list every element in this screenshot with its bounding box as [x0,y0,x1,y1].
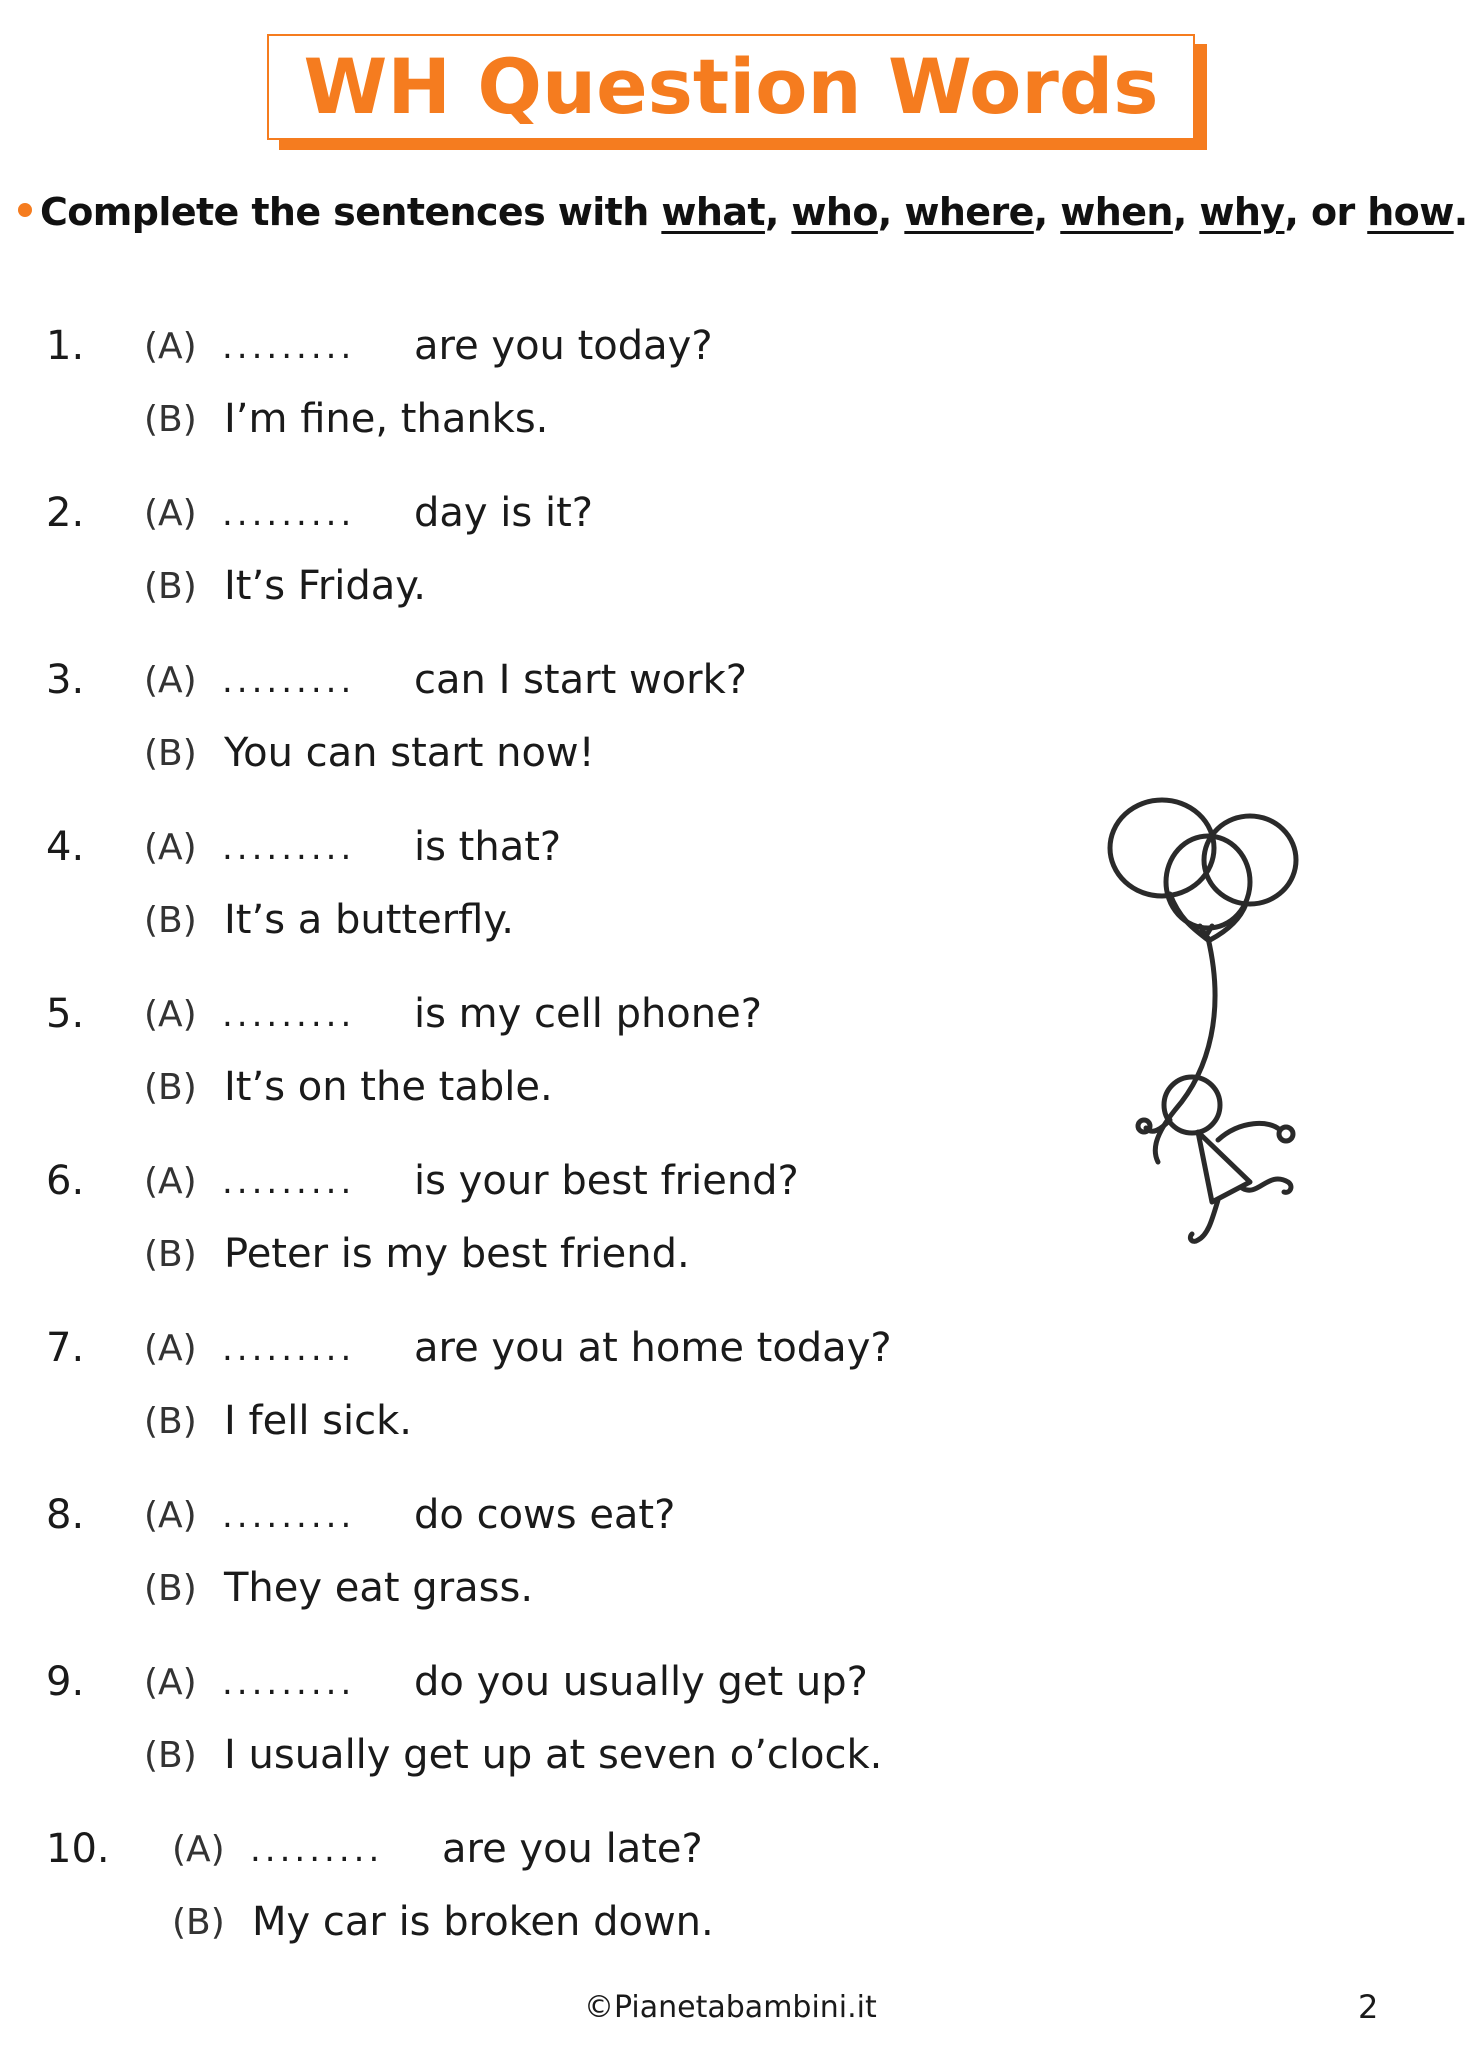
question-4-a [46,824,1246,875]
question-1-b [46,396,1246,447]
answer-text: It’s Friday. [224,563,426,609]
answer-blank[interactable]: ......... [222,1663,356,1703]
word-where: where [904,190,1034,234]
question-5-a [46,991,1246,1042]
question-10-a [46,1826,1246,1877]
question-text: day is it? [414,490,593,536]
answer-text: You can start now! [224,730,595,776]
question-6-b [46,1231,1246,1282]
answer-blank[interactable]: ......... [222,494,356,534]
instruction: Complete the sentences with what , who , where , when , why , or how . [18,190,1468,234]
site-name: Pianetabambini.it [614,1990,877,2025]
question-text: is that? [414,824,562,870]
question-7-b [46,1398,1246,1449]
question-2-a [46,490,1246,541]
footer-copyright [584,1990,877,2025]
title-banner [267,34,1195,140]
label-a: (A) [144,827,197,868]
answer-blank[interactable]: ......... [222,995,356,1035]
word-what: what [661,190,765,234]
answer-blank[interactable]: ......... [222,1329,356,1369]
question-8-b [46,1565,1246,1616]
question-3-a [46,657,1246,708]
answer-text: It’s on the table. [224,1064,553,1110]
question-number: 4. [46,824,85,870]
label-b: (B) [172,1902,225,1943]
answer-text: They eat grass. [224,1565,534,1611]
label-a: (A) [144,493,197,534]
question-text: do you usually get up? [414,1659,868,1705]
page-number: 2 [1358,1988,1379,2026]
label-b: (B) [144,1401,197,1442]
label-a: (A) [144,1662,197,1703]
question-9-b [46,1732,1246,1783]
label-b: (B) [144,1067,197,1108]
title-box [267,34,1195,140]
label-a: (A) [144,1328,197,1369]
question-number: 9. [46,1659,85,1705]
label-a: (A) [172,1829,225,1870]
answer-blank[interactable]: ......... [250,1830,384,1870]
answer-text: It’s a butterfly. [224,897,515,943]
question-9-a [46,1659,1246,1710]
question-text: do cows eat? [414,1492,676,1538]
label-a: (A) [144,1495,197,1536]
bullet-icon [18,203,32,217]
question-5-b [46,1064,1246,1115]
answer-text: Peter is my best friend. [224,1231,690,1277]
label-b: (B) [144,900,197,941]
question-text: is my cell phone? [414,991,762,1037]
answer-blank[interactable]: ......... [222,327,356,367]
balloon-child-illustration [1100,790,1320,1260]
label-b: (B) [144,1568,197,1609]
instruction-period: . [1453,190,1468,234]
question-6-a [46,1158,1246,1209]
answer-text: I’m fine, thanks. [224,396,549,442]
question-2-b [46,563,1246,614]
question-text: is your best friend? [414,1158,799,1204]
label-a: (A) [144,326,197,367]
answer-blank[interactable]: ......... [222,661,356,701]
label-a: (A) [144,660,197,701]
word-how: how [1367,190,1454,234]
question-8-a [46,1492,1246,1543]
answer-text: My car is broken down. [252,1899,714,1945]
label-b: (B) [144,566,197,607]
label-b: (B) [144,733,197,774]
label-b: (B) [144,1234,197,1275]
label-b: (B) [144,1735,197,1776]
question-number: 5. [46,991,85,1037]
instruction-prefix: Complete the sentences with [40,190,649,234]
question-3-b [46,730,1246,781]
label-a: (A) [144,994,197,1035]
question-10-b [46,1899,1246,1950]
question-text: can I start work? [414,657,747,703]
question-number: 8. [46,1492,85,1538]
question-text: are you late? [442,1826,703,1872]
page-title: WH Question Words [303,42,1159,131]
label-b: (B) [144,399,197,440]
question-number: 2. [46,490,85,536]
question-number: 3. [46,657,85,703]
word-who: who [791,190,878,234]
question-number: 6. [46,1158,85,1204]
question-text: are you at home today? [414,1325,892,1371]
question-number: 7. [46,1325,85,1371]
answer-blank[interactable]: ......... [222,828,356,868]
question-text: are you today? [414,323,713,369]
answer-text: I fell sick. [224,1398,412,1444]
answer-text: I usually get up at seven o’clock. [224,1732,883,1778]
question-4-b [46,897,1246,948]
word-when: when [1060,190,1173,234]
copyright-icon: © [584,1990,614,2025]
question-1-a [46,323,1246,374]
question-number: 10. [46,1826,110,1872]
answer-blank[interactable]: ......... [222,1162,356,1202]
question-number: 1. [46,323,85,369]
label-a: (A) [144,1161,197,1202]
word-why: why [1199,190,1285,234]
question-7-a [46,1325,1246,1376]
word-or: or [1310,190,1355,234]
answer-blank[interactable]: ......... [222,1496,356,1536]
